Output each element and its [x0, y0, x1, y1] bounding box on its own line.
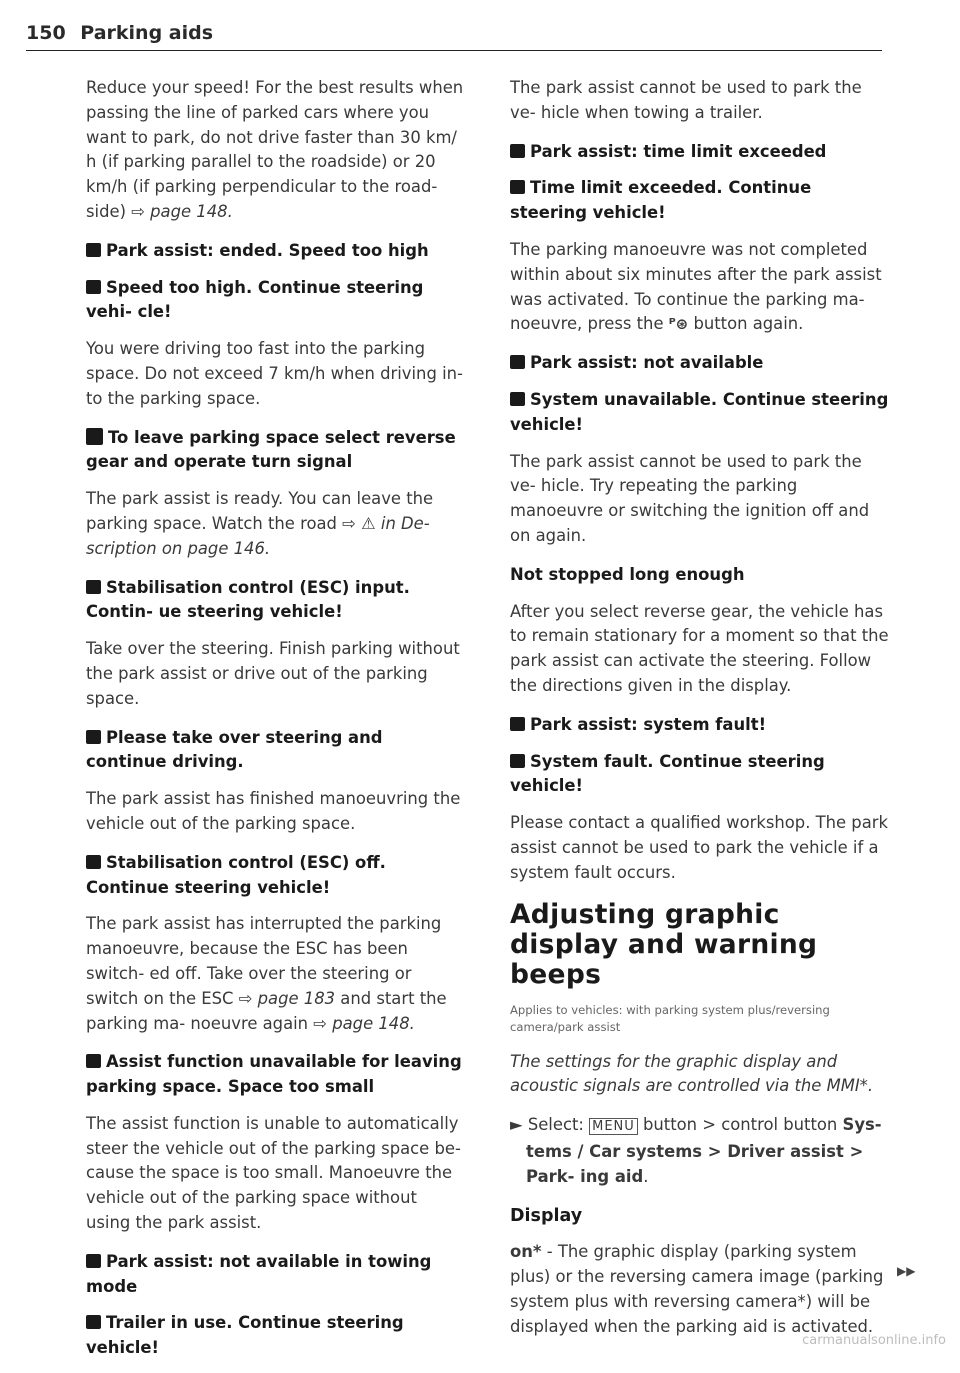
paragraph: The park assist is ready. You can leave the parking space. Watch the road ⇨ ⚠ in De- scription on page 146.	[86, 489, 434, 558]
paragraph: The park assist cannot be used to park the ve- hicle when towing a trailer.	[510, 78, 862, 122]
paragraph: The assist function is unable to automatically steer the vehicle out of the parking space be- cause the space is too small. Manoeuvre the vehicle out of the parking space without using the park assist.	[86, 1113, 461, 1233]
park-assist-off-icon	[86, 1315, 101, 1329]
message-heading: Trailer in use. Continue steering vehicle!	[86, 1313, 404, 1358]
page-link[interactable]: ⇨ page 148.	[131, 201, 233, 221]
park-assist-off-icon	[86, 855, 101, 869]
paragraph: After you select reverse gear, the vehicle has to remain stationary for a moment so that the park assist can activate the steering. Follow the directions given in the display.	[510, 601, 889, 695]
paragraph: The park assist has finished manoeuvring the vehicle out of the parking space.	[86, 789, 461, 833]
page-header	[26, 22, 213, 44]
park-assist-off-icon	[86, 1054, 101, 1068]
right-column	[510, 76, 890, 1353]
intro-text: The settings for the graphic display and acoustic signals are controlled via the MMI*.	[510, 1051, 874, 1096]
section-heading: Adjusting graphic display and warning beeps	[510, 898, 818, 990]
paragraph: Please contact a qualified workshop. The park assist cannot be used to park the vehicle if a system fault occurs.	[510, 813, 888, 882]
park-assist-icon	[86, 428, 103, 445]
paragraph: The park assist has interrupted the parking manoeuvre, because the ESC has been switch- ed off. Take over the steering or switch on the ESC ⇨ page 183 and start the parking ma- noeuvre again ⇨ page 148.	[86, 914, 447, 1033]
paragraph: You were driving too fast into the parking space. Do not exceed 7 km/h when driving in- to the parking space.	[86, 339, 463, 408]
applies-to-note: Applies to vehicles: with parking system plus/reversing camera/park assist	[510, 1002, 830, 1034]
park-assist-off-icon	[86, 730, 101, 744]
park-assist-button-icon: ᴾ⊛	[668, 315, 689, 334]
paragraph: on* - The graphic display (parking system plus) or the reversing camera image (parking system plus with reversing camera*) will be displayed when the parking aid is activated.	[510, 1242, 884, 1336]
park-assist-off-icon	[510, 754, 525, 768]
message-heading: Assist function unavailable for leaving parking space. Space too small	[86, 1052, 462, 1097]
park-assist-off-icon	[86, 580, 101, 594]
message-heading: Stabilisation control (ESC) off. Continue steering vehicle!	[86, 852, 386, 897]
message-heading: Time limit exceeded. Continue steering vehicle!	[510, 178, 812, 223]
section-title: Parking aids	[80, 22, 214, 44]
message-heading: Speed too high. Continue steering vehi- cle!	[86, 277, 424, 322]
header-rule	[26, 50, 882, 51]
park-assist-off-icon	[510, 355, 525, 369]
page-number: 150	[26, 22, 66, 44]
message-heading: Park assist: not available in towing mode	[86, 1251, 432, 1296]
park-assist-off-icon	[510, 717, 525, 731]
message-heading: Park assist: not available	[510, 351, 890, 376]
left-column	[86, 76, 466, 1373]
subheading: Not stopped long enough	[510, 564, 745, 584]
watermark: carmanualsonline.info	[802, 1333, 946, 1348]
message-heading: Park assist: system fault!	[510, 713, 890, 738]
page-link[interactable]: ⇨ page 183	[238, 988, 336, 1008]
instruction-step: ► Select: MENU button > control button Sys- tems / Car systems > Driver assist > Park- ing aid.	[510, 1115, 882, 1186]
paragraph: The parking manoeuvre was not completed within about six minutes after the park assist was activated. To continue the parking ma- noeuvre, press the ᴾ⊛ button again.	[510, 239, 882, 334]
option-label: on*	[510, 1242, 542, 1262]
paragraph: Take over the steering. Finish parking without the park assist or drive out of the parking space.	[86, 639, 460, 708]
page-link[interactable]: ⇨ ⚠ in De- scription on page 146.	[86, 513, 430, 558]
page-link[interactable]: ⇨ page 148.	[313, 1013, 415, 1033]
paragraph: The park assist cannot be used to park the ve- hicle. Try repeating the parking manoeuvre or switching the ignition off and on again.	[510, 451, 870, 545]
message-heading: Stabilisation control (ESC) input. Contin- ue steering vehicle!	[86, 577, 410, 622]
menu-path: Sys- tems / Car systems > Driver assist > Park- ing aid	[526, 1115, 882, 1186]
paragraph: Reduce your speed! For the best results when passing the line of parked cars where you want to park, do not drive faster than 30 km/ h (if parking parallel to the roadside) or 20 km/h (if parking perpendicular to the road- side) ⇨ page 148.	[86, 78, 464, 221]
park-assist-off-icon	[86, 243, 101, 257]
message-heading: Park assist: ended. Speed too high	[86, 239, 466, 264]
continue-arrow-icon: ▶▶	[897, 1264, 916, 1278]
message-heading: Please take over steering and continue driving.	[86, 727, 383, 772]
display-heading: Display	[510, 1205, 583, 1226]
message-heading: System unavailable. Continue steering vehicle!	[510, 389, 889, 434]
message-heading: System fault. Continue steering vehicle!	[510, 751, 825, 796]
menu-key: MENU	[589, 1118, 638, 1135]
message-heading: To leave parking space select reverse gear and operate turn signal	[86, 427, 456, 472]
message-heading: Park assist: time limit exceeded	[510, 140, 890, 165]
park-assist-off-icon	[510, 144, 525, 158]
park-assist-off-icon	[86, 280, 101, 294]
park-assist-off-icon	[510, 392, 525, 406]
park-assist-off-icon	[86, 1254, 101, 1268]
park-assist-off-icon	[510, 180, 525, 194]
